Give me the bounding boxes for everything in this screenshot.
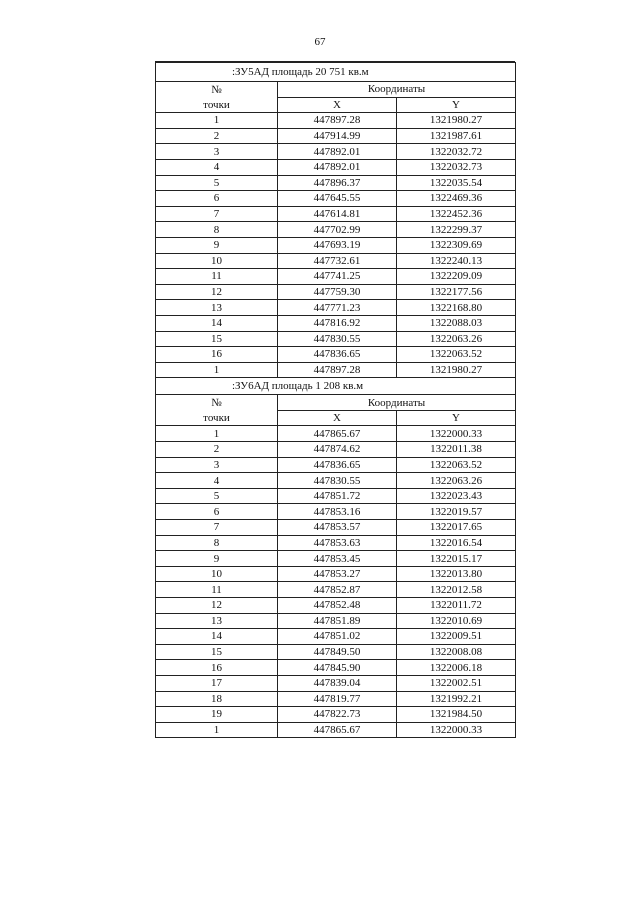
- x-coordinate-cell: 447865.67: [278, 426, 397, 442]
- table-row: [156, 426, 516, 442]
- point-number-cell: 18: [156, 691, 278, 707]
- table-row: [156, 175, 516, 191]
- table-row: [156, 504, 516, 520]
- y-coordinate-cell: 1322469.36: [397, 191, 516, 207]
- x-coordinate-cell: 447851.02: [278, 629, 397, 645]
- table-row: [156, 551, 516, 567]
- point-number-cell: 8: [156, 222, 278, 238]
- table-row: [156, 473, 516, 489]
- x-coordinate-cell: 447771.23: [278, 300, 397, 316]
- x-header: X: [278, 97, 397, 113]
- table-row: [156, 566, 516, 582]
- point-number-cell: 5: [156, 175, 278, 191]
- point-number-cell: 6: [156, 191, 278, 207]
- x-coordinate-cell: 447693.19: [278, 237, 397, 253]
- table-row: [156, 629, 516, 645]
- x-coordinate-cell: 447645.55: [278, 191, 397, 207]
- coordinates-table-body: [156, 63, 516, 738]
- coordinates-header: Координаты: [278, 395, 516, 411]
- coordinates-document: [155, 61, 515, 738]
- x-coordinate-cell: 447865.67: [278, 722, 397, 738]
- point-number-cell: 1: [156, 426, 278, 442]
- y-coordinate-cell: 1322032.72: [397, 144, 516, 160]
- y-coordinate-cell: 1322002.51: [397, 675, 516, 691]
- table-row: [156, 582, 516, 598]
- y-header: Y: [397, 97, 516, 113]
- x-coordinate-cell: 447830.55: [278, 473, 397, 489]
- x-coordinate-cell: 447849.50: [278, 644, 397, 660]
- y-coordinate-cell: 1322177.56: [397, 284, 516, 300]
- point-number-cell: 2: [156, 442, 278, 458]
- table-row: [156, 644, 516, 660]
- x-coordinate-cell: 447741.25: [278, 269, 397, 285]
- point-number-cell: 12: [156, 284, 278, 300]
- x-coordinate-cell: 447874.62: [278, 442, 397, 458]
- y-coordinate-cell: 1322063.26: [397, 473, 516, 489]
- x-coordinate-cell: 447914.99: [278, 128, 397, 144]
- table-row: [156, 691, 516, 707]
- table-row: [156, 442, 516, 458]
- y-coordinate-cell: 1322013.80: [397, 566, 516, 582]
- coordinates-header: Координаты: [278, 82, 516, 98]
- point-number-cell: 3: [156, 457, 278, 473]
- y-coordinate-cell: 1322006.18: [397, 660, 516, 676]
- coordinates-table: [155, 62, 516, 738]
- table-row: [156, 613, 516, 629]
- y-coordinate-cell: 1322035.54: [397, 175, 516, 191]
- x-header: X: [278, 410, 397, 426]
- table-row: [156, 315, 516, 331]
- point-number-cell: 1: [156, 722, 278, 738]
- table-row: [156, 707, 516, 723]
- x-coordinate-cell: 447892.01: [278, 144, 397, 160]
- table-row: [156, 284, 516, 300]
- section-title-row: [156, 378, 516, 395]
- point-number-cell: 14: [156, 315, 278, 331]
- table-row: [156, 347, 516, 363]
- section-title: :ЗУ6АД площадь 1 208 кв.м: [156, 378, 516, 395]
- point-number-cell: 3: [156, 144, 278, 160]
- point-number-cell: 15: [156, 331, 278, 347]
- table-row: [156, 520, 516, 536]
- point-number-cell: 2: [156, 128, 278, 144]
- table-row: [156, 269, 516, 285]
- y-coordinate-cell: 1322000.33: [397, 426, 516, 442]
- point-number-cell: 19: [156, 707, 278, 723]
- point-number-cell: 10: [156, 253, 278, 269]
- table-row: [156, 362, 516, 378]
- y-coordinate-cell: 1322009.51: [397, 629, 516, 645]
- header-row: [156, 82, 516, 98]
- y-coordinate-cell: 1322023.43: [397, 488, 516, 504]
- point-number-cell: 16: [156, 347, 278, 363]
- y-coordinate-cell: 1322063.26: [397, 331, 516, 347]
- y-coordinate-cell: 1322452.36: [397, 206, 516, 222]
- point-number-header: №: [156, 395, 278, 411]
- table-row: [156, 206, 516, 222]
- point-number-cell: 7: [156, 206, 278, 222]
- point-number-cell: 12: [156, 598, 278, 614]
- point-number-cell: 16: [156, 660, 278, 676]
- y-coordinate-cell: 1321992.21: [397, 691, 516, 707]
- point-number-cell: 1: [156, 113, 278, 129]
- x-coordinate-cell: 447852.48: [278, 598, 397, 614]
- x-coordinate-cell: 447892.01: [278, 159, 397, 175]
- y-coordinate-cell: 1322032.73: [397, 159, 516, 175]
- point-number-cell: 13: [156, 300, 278, 316]
- table-row: [156, 253, 516, 269]
- point-number-cell: 9: [156, 237, 278, 253]
- table-row: [156, 722, 516, 738]
- x-coordinate-cell: 447851.89: [278, 613, 397, 629]
- x-coordinate-cell: 447702.99: [278, 222, 397, 238]
- page-number: 67: [314, 36, 326, 48]
- point-number-cell: 11: [156, 269, 278, 285]
- y-coordinate-cell: 1322011.72: [397, 598, 516, 614]
- table-row: [156, 128, 516, 144]
- point-label-header: точки: [156, 97, 278, 113]
- y-coordinate-cell: 1322309.69: [397, 237, 516, 253]
- y-coordinate-cell: 1322016.54: [397, 535, 516, 551]
- x-coordinate-cell: 447759.30: [278, 284, 397, 300]
- header-row: [156, 97, 516, 113]
- y-coordinate-cell: 1322010.69: [397, 613, 516, 629]
- y-coordinate-cell: 1321980.27: [397, 113, 516, 129]
- x-coordinate-cell: 447732.61: [278, 253, 397, 269]
- header-row: [156, 410, 516, 426]
- section-title-row: [156, 63, 516, 82]
- x-coordinate-cell: 447614.81: [278, 206, 397, 222]
- table-row: [156, 144, 516, 160]
- x-coordinate-cell: 447845.90: [278, 660, 397, 676]
- y-coordinate-cell: 1322168.80: [397, 300, 516, 316]
- x-coordinate-cell: 447896.37: [278, 175, 397, 191]
- x-coordinate-cell: 447852.87: [278, 582, 397, 598]
- point-number-cell: 14: [156, 629, 278, 645]
- table-row: [156, 331, 516, 347]
- x-coordinate-cell: 447853.16: [278, 504, 397, 520]
- point-number-cell: 7: [156, 520, 278, 536]
- x-coordinate-cell: 447816.92: [278, 315, 397, 331]
- y-coordinate-cell: 1322000.33: [397, 722, 516, 738]
- x-coordinate-cell: 447897.28: [278, 362, 397, 378]
- y-coordinate-cell: 1322063.52: [397, 457, 516, 473]
- y-coordinate-cell: 1322063.52: [397, 347, 516, 363]
- table-row: [156, 598, 516, 614]
- y-coordinate-cell: 1322017.65: [397, 520, 516, 536]
- point-number-cell: 1: [156, 362, 278, 378]
- point-number-cell: 13: [156, 613, 278, 629]
- table-row: [156, 675, 516, 691]
- y-coordinate-cell: 1322019.57: [397, 504, 516, 520]
- point-number-cell: 4: [156, 473, 278, 489]
- y-coordinate-cell: 1322008.08: [397, 644, 516, 660]
- y-coordinate-cell: 1322299.37: [397, 222, 516, 238]
- y-coordinate-cell: 1321980.27: [397, 362, 516, 378]
- point-number-cell: 15: [156, 644, 278, 660]
- header-row: [156, 395, 516, 411]
- point-number-cell: 6: [156, 504, 278, 520]
- section-title: :ЗУ5АД площадь 20 751 кв.м: [156, 63, 516, 82]
- y-coordinate-cell: 1322209.09: [397, 269, 516, 285]
- y-coordinate-cell: 1322012.58: [397, 582, 516, 598]
- point-number-cell: 10: [156, 566, 278, 582]
- x-coordinate-cell: 447839.04: [278, 675, 397, 691]
- x-coordinate-cell: 447851.72: [278, 488, 397, 504]
- y-coordinate-cell: 1322240.13: [397, 253, 516, 269]
- table-row: [156, 660, 516, 676]
- point-number-cell: 4: [156, 159, 278, 175]
- x-coordinate-cell: 447897.28: [278, 113, 397, 129]
- x-coordinate-cell: 447853.63: [278, 535, 397, 551]
- x-coordinate-cell: 447853.27: [278, 566, 397, 582]
- point-number-header: №: [156, 82, 278, 98]
- table-row: [156, 488, 516, 504]
- x-coordinate-cell: 447853.57: [278, 520, 397, 536]
- x-coordinate-cell: 447819.77: [278, 691, 397, 707]
- x-coordinate-cell: 447836.65: [278, 457, 397, 473]
- table-row: [156, 159, 516, 175]
- table-row: [156, 222, 516, 238]
- y-coordinate-cell: 1321987.61: [397, 128, 516, 144]
- y-coordinate-cell: 1322011.38: [397, 442, 516, 458]
- y-header: Y: [397, 410, 516, 426]
- table-row: [156, 113, 516, 129]
- x-coordinate-cell: 447836.65: [278, 347, 397, 363]
- y-coordinate-cell: 1322088.03: [397, 315, 516, 331]
- table-row: [156, 237, 516, 253]
- point-number-cell: 5: [156, 488, 278, 504]
- y-coordinate-cell: 1321984.50: [397, 707, 516, 723]
- x-coordinate-cell: 447853.45: [278, 551, 397, 567]
- y-coordinate-cell: 1322015.17: [397, 551, 516, 567]
- point-number-cell: 17: [156, 675, 278, 691]
- table-row: [156, 535, 516, 551]
- table-row: [156, 457, 516, 473]
- point-number-cell: 9: [156, 551, 278, 567]
- point-number-cell: 11: [156, 582, 278, 598]
- x-coordinate-cell: 447830.55: [278, 331, 397, 347]
- point-label-header: точки: [156, 410, 278, 426]
- x-coordinate-cell: 447822.73: [278, 707, 397, 723]
- point-number-cell: 8: [156, 535, 278, 551]
- table-row: [156, 300, 516, 316]
- table-row: [156, 191, 516, 207]
